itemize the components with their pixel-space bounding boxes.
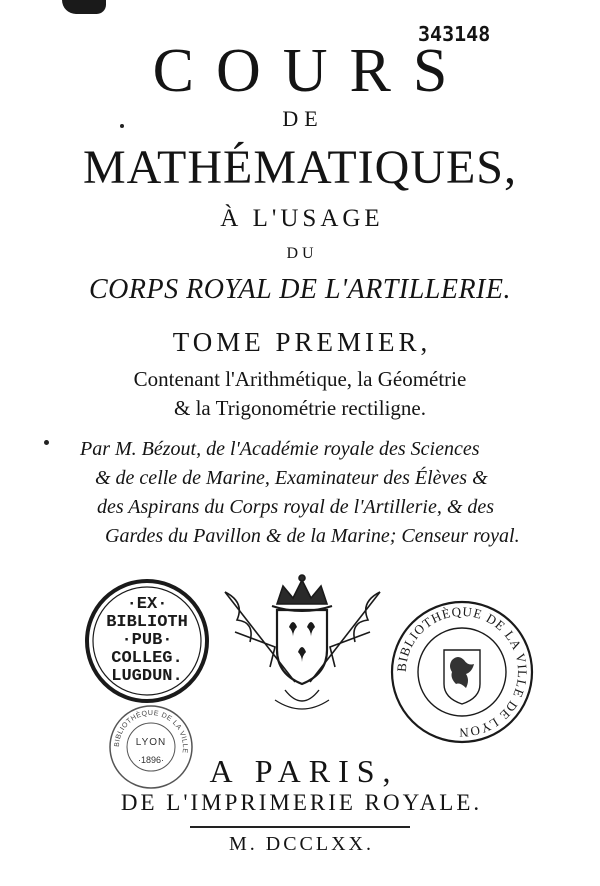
contents-line-2: & la Trigonométrie rectiligne. — [174, 396, 426, 420]
title-mathematiques: MATHÉMATIQUES, — [83, 141, 517, 194]
imprint-printer: DE L'IMPRIMERIE ROYALE. — [120, 790, 483, 815]
lyon-stamp-year: ·1896· — [137, 755, 164, 765]
library-shelfmark: 343148 — [418, 22, 491, 46]
author-line-2: & de celle de Marine, Examinateur des Élèves & — [95, 467, 488, 489]
contents-line-1: Contenant l'Arithmétique, la Géométrie — [133, 367, 467, 391]
city-library-stamp — [388, 598, 536, 746]
author-line-3: des Aspirans du Corps royal de l'Artillerie, & des — [97, 496, 495, 518]
city-stamp-ring-text: BIBLIOTHÈQUE DE LA VILLE DE LYON — [393, 603, 531, 741]
title-de: DE — [282, 106, 324, 131]
imprint-date: M. DCCLXX. — [228, 833, 374, 855]
title-du: DU — [286, 245, 318, 262]
lyon-stamp-center: LYON — [135, 737, 167, 748]
stamp-line: LUGDUN. — [111, 667, 183, 686]
author-line-1: Par M. Bézout, de l'Académie royale des Sciences — [80, 438, 480, 460]
title-a-lusage: À L'USAGE — [220, 205, 384, 232]
ink-speck — [44, 440, 49, 445]
author-line-4: Gardes du Pavillon & de la Marine; Censeur royal. — [105, 525, 520, 547]
stamp-line: ·EX· — [126, 595, 168, 614]
stamp-line: COLLEG. — [111, 649, 183, 668]
imprint-divider — [190, 826, 410, 828]
title-cours: COURS — [152, 37, 470, 105]
stamp-line: BIBLIOTH — [106, 613, 188, 632]
stamp-line: ·PUB· — [121, 631, 173, 650]
tome-premier: TOME PREMIER, — [172, 327, 432, 357]
imprint-city: A PARIS, — [209, 753, 399, 789]
college-stamp-text — [82, 576, 212, 706]
scan-ink-mark — [62, 0, 106, 14]
royal-arms-vignette — [215, 572, 390, 722]
lyon-stamp-ring-text: BIBLIOTHÈQUE DE LA VILLE — [113, 709, 189, 754]
title-corps-royal: CORPS ROYAL DE L'ARTILLERIE. — [89, 274, 511, 305]
